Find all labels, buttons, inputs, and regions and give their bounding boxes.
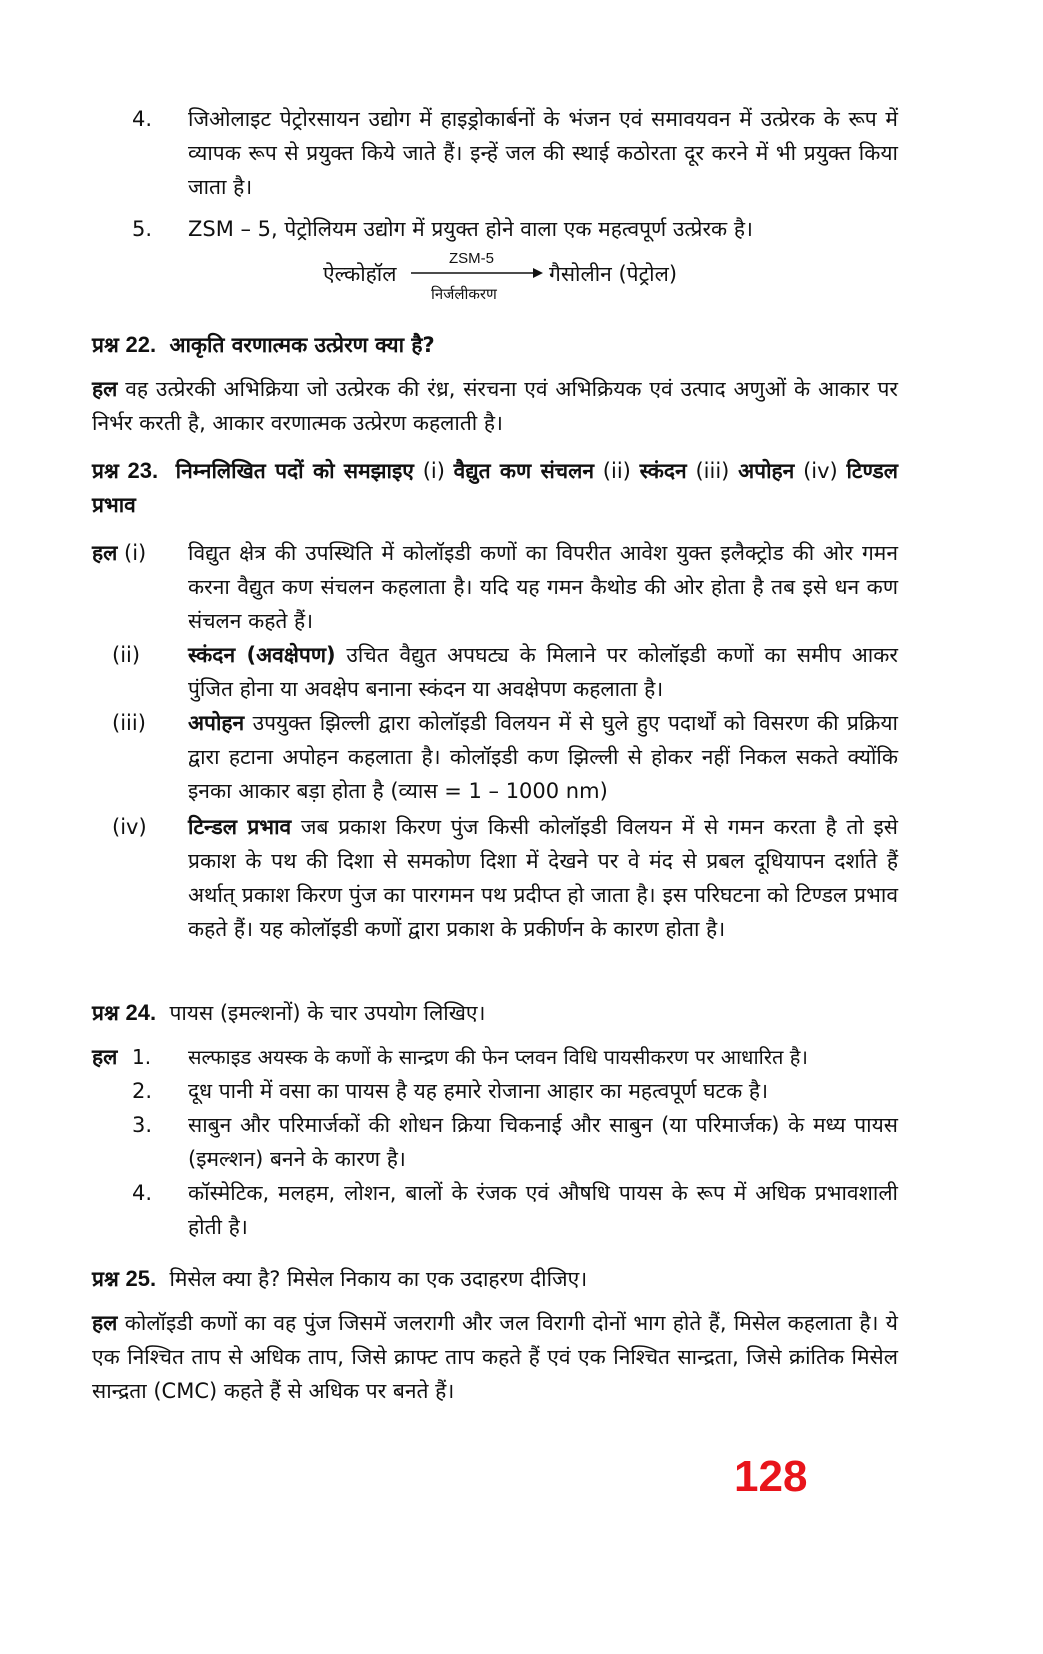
question-25	[92, 1262, 943, 1296]
item-text: जब प्रकाश किरण पुंज किसी कोलॉइडी विलयन में से गमन करता है तो इसे प्रकाश के पथ की दिशा से समकोण दिशा में देखने पर वे मंद से प्रबल दूधियापन दर्शाते हैं अर्थात् प्रकाश किरण पुंज का पारगमन पथ प्रदीप्त हो जाता है। इस परिघटना को टिण्डल प्रभाव कहते हैं। यह कोलॉइडी कणों द्वारा प्रकाश के प्रकीर्णन के कारण होता है।	[188, 815, 898, 941]
item-number: 4.	[132, 107, 153, 131]
question-22	[92, 328, 943, 362]
question-number: 24.	[125, 1000, 157, 1025]
question-text: मिसेल क्या है? मिसेल निकाय का एक उदाहरण दीजिए।	[169, 1267, 588, 1291]
item-number: 5.	[132, 217, 153, 241]
answer-23-ii	[112, 638, 898, 706]
question-label: प्रश्न	[92, 1267, 119, 1291]
question-text: निम्नलिखित पदों को समझाइए	[175, 459, 414, 483]
answer-text: वह उत्प्रेरकी अभिक्रिया जो उत्प्रेरक की रंध्र, संरचना एवं अभिक्रियक एवं उत्पाद अणुओं के आकार पर निर्भर करती है, आकार वरणात्मक उत्प्रेरण कहलाती है।	[92, 377, 898, 435]
answer-24-item-3	[132, 1108, 898, 1176]
question-24	[92, 996, 943, 1030]
question-23	[92, 454, 898, 522]
item-term: टिन्डल प्रभाव	[188, 815, 292, 839]
question-text: आकृति वरणात्मक उत्प्रेरण क्या है?	[169, 333, 435, 357]
item-number: (ii)	[112, 643, 141, 667]
answer-label: हल	[92, 377, 118, 401]
answer-24-item-2	[132, 1074, 898, 1108]
item-number: 3.	[132, 1113, 153, 1137]
term-num: (i)	[422, 459, 445, 483]
answer-label: हल	[92, 541, 118, 565]
question-label: प्रश्न	[92, 1001, 119, 1025]
term-num: (ii)	[602, 459, 631, 483]
term-num: (iii)	[695, 459, 730, 483]
answer-22	[92, 372, 898, 440]
item-term: स्कंदन (अवक्षेपण)	[188, 643, 336, 667]
item-text: उपयुक्त झिल्ली द्वारा कोलॉइडी विलयन में से घुले हुए पदार्थों को विसरण की प्रक्रिया द्वारा हटाना अपोहन कहलाता है। कोलॉइडी कण झिल्ली से होकर नहीं निकल सकते क्योंकि इनका आकार बड़ा होता है (व्यास = 1 – 1000 nm)	[188, 711, 899, 803]
item-number: (i)	[124, 541, 147, 565]
item-text: विद्युत क्षेत्र की उपस्थिति में कोलॉइडी कणों का विपरीत आवेश युक्त इलैक्ट्रोड की ओर गमन करना वैद्युत कण संचलन कहलाता है। यदि यह गमन कैथोड की ओर होता है तब इसे धन कण संचलन कहते हैं।	[188, 541, 898, 633]
answer-24-item-4	[132, 1176, 898, 1244]
question-number: 23.	[127, 458, 159, 483]
item-number: (iv)	[112, 815, 147, 839]
term: अपोहन	[738, 459, 795, 483]
answer-23-iii	[112, 706, 899, 808]
condition-label: निर्जलीकरण	[431, 285, 497, 303]
term: वैद्युत कण संचलन	[453, 459, 595, 483]
answer-label: हल	[92, 1311, 118, 1335]
item-text: ZSM – 5, पेट्रोलियम उद्योग में प्रयुक्त होने वाला एक महत्वपूर्ण उत्प्रेरक है।	[188, 217, 753, 241]
item-text: जिओलाइट पेट्रोरसायन उद्योग में हाइड्रोकार्बनों के भंजन एवं समावयवन में उत्प्रेरक के रूप में व्यापक रूप से प्रयुक्त किये जाते हैं। इन्हें जल की स्थाई कठोरता दूर करने में भी प्रयुक्त किया जाता है।	[188, 107, 898, 199]
item-text: उचित वैद्युत अपघट्य के मिलाने पर कोलॉइडी कणों का समीप आकर पुंजित होना या अवक्षेप बनाना स्कंदन या अवक्षेपण कहलाता है।	[188, 643, 898, 701]
item-text: साबुन और परिमार्जकों की शोधन क्रिया चिकनाई और साबुन (या परिमार्जक) के मध्य पायस (इमल्शन) बनने के कारण है।	[188, 1113, 898, 1171]
answer-label: हल	[92, 1045, 118, 1069]
zeolite-item-4	[132, 102, 898, 204]
item-number: 4.	[132, 1181, 153, 1205]
zsm5-item-5	[132, 212, 898, 246]
term: टिण्डल प्रभाव	[92, 459, 898, 517]
question-label: प्रश्न	[92, 459, 119, 483]
item-text: कॉस्मेटिक, मलहम, लोशन, बालों के रंजक एवं औषधि पायस के रूप में अधिक प्रभावशाली होती है।	[188, 1181, 898, 1239]
term: स्कंदन	[639, 459, 687, 483]
question-number: 22.	[125, 332, 157, 357]
item-text: सल्फाइड अयस्क के कणों के सान्द्रण की फेन प्लवन विधि पायसीकरण पर आधारित है।	[188, 1045, 808, 1069]
page-number: 128	[734, 1452, 808, 1501]
question-label: प्रश्न	[92, 333, 119, 357]
product: गैसोलीन (पेट्रोल)	[549, 262, 678, 286]
item-number: 1.	[132, 1045, 152, 1069]
item-number: 2.	[132, 1079, 153, 1103]
reactant: ऐल्कोहॉल	[323, 262, 397, 286]
item-term: अपोहन	[188, 711, 245, 735]
answer-24-item-1	[132, 1040, 898, 1074]
answer-23-i	[124, 536, 898, 638]
item-number: (iii)	[112, 711, 146, 735]
question-text: पायस (इमल्शनों) के चार उपयोग लिखिए।	[169, 1001, 486, 1025]
answer-23-iv	[112, 810, 898, 946]
reaction-equation	[323, 250, 723, 306]
term-num: (iv)	[803, 459, 838, 483]
answer-25	[92, 1306, 898, 1408]
reaction-arrow	[411, 266, 543, 280]
answer-text: कोलॉइडी कणों का वह पुंज जिसमें जलरागी और जल विरागी दोनों भाग होते हैं, मिसेल कहलाता है। ये एक निश्चित ताप से अधिक ताप, जिसे क्राफ्ट ताप कहते हैं एवं एक निश्चित सान्द्रता, जिसे क्रांतिक मिसेल सान्द्रता (CMC) कहते हैं से अधिक पर बनते हैं।	[92, 1311, 898, 1403]
catalyst-label: ZSM-5	[449, 250, 494, 267]
question-number: 25.	[125, 1266, 157, 1291]
item-text: दूध पानी में वसा का पायस है यह हमारे रोजाना आहार का महत्वपूर्ण घटक है।	[188, 1079, 769, 1103]
